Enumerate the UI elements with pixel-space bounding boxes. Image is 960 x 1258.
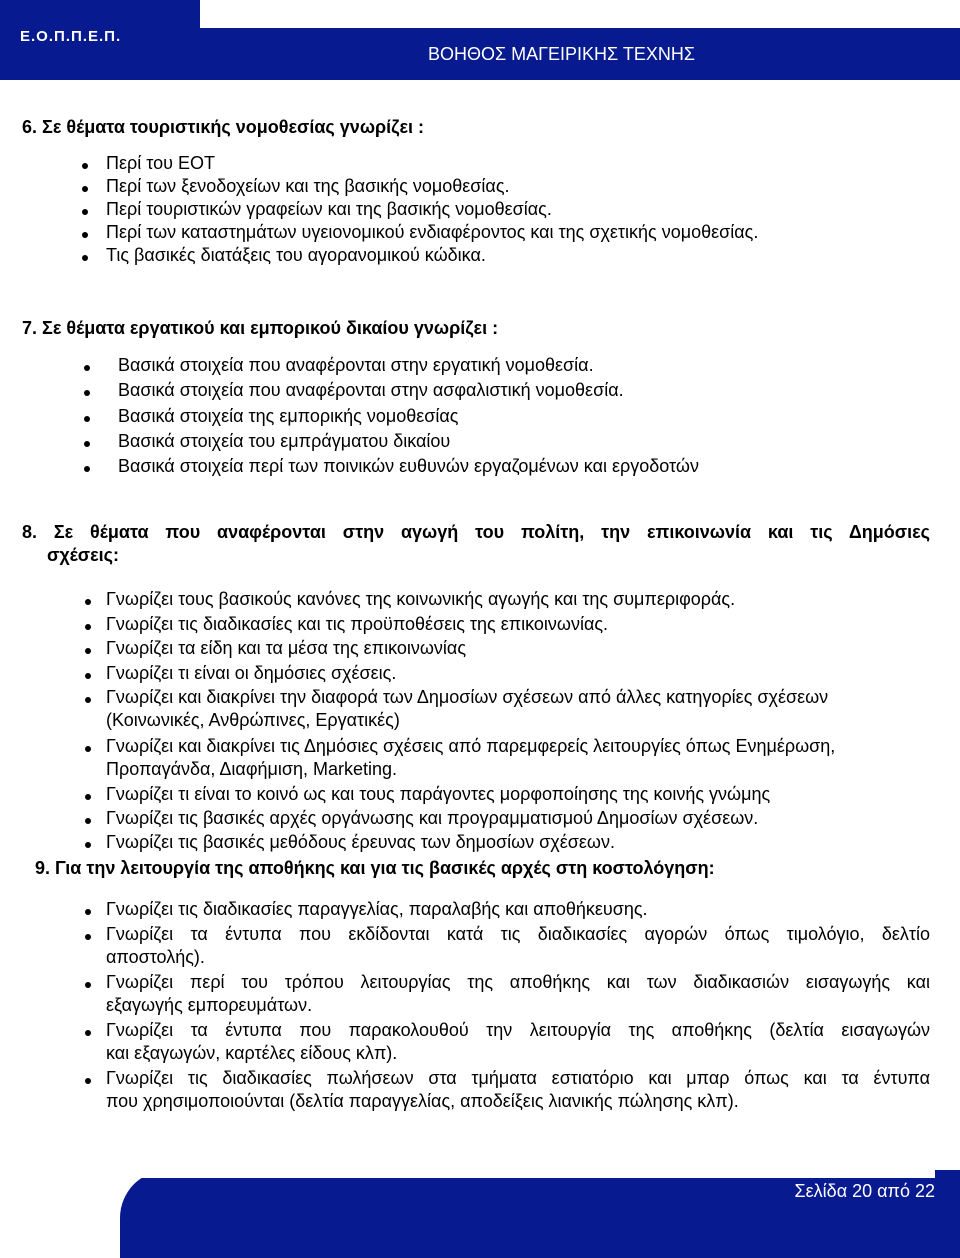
bullet-icon — [82, 255, 88, 261]
page-number: Σελίδα 20 από 22 — [794, 1181, 935, 1201]
list-item-continuation: αποστολής). — [106, 947, 205, 967]
list-item: Περί τουριστικών γραφείων και της βασικής νομοθεσίας. — [106, 199, 552, 219]
bullet-icon — [85, 842, 91, 848]
bullet-icon — [82, 209, 88, 215]
list-item-continuation: και εξαγωγών, καρτέλες είδους κλπ). — [106, 1043, 398, 1063]
bullet-icon — [82, 186, 88, 192]
list-item: Βασικά στοιχεία που αναφέρονται στην ασφαλιστική νομοθεσία. — [118, 380, 624, 400]
list-item: Τις βασικές διατάξεις του αγορανομικού κώδικα. — [106, 245, 486, 265]
header-right-band — [130, 28, 960, 80]
bullet-icon — [85, 648, 91, 654]
bullet-icon — [85, 982, 91, 988]
list-item: Γνωρίζει τις βασικές αρχές οργάνωσης και προγραμματισμού Δημοσίων σχέσεων. — [106, 808, 759, 828]
bullet-icon — [85, 697, 91, 703]
list-item: Γνωρίζει τα είδη και τα μέσα της επικοινωνίας — [106, 638, 467, 658]
list-item: Γνωρίζει τις διαδικασίες πωλήσεων στα τμήματα εστιατόριο και μπαρ όπως και τα έντυπα — [106, 1068, 930, 1088]
list-item-continuation: που χρησιμοποιούνται (δελτία παραγγελίας, αποδείξεις λιανικής πώλησης κλπ). — [106, 1091, 739, 1111]
list-item: Βασικά στοιχεία της εμπορικής νομοθεσίας — [118, 406, 459, 426]
bullet-icon — [85, 1030, 91, 1036]
list-item: Γνωρίζει τις διαδικασίες και τις προϋποθέσεις της επικοινωνίας. — [106, 614, 609, 634]
bullet-icon — [82, 163, 88, 169]
list-item: Βασικά στοιχεία που αναφέρονται στην εργατική νομοθεσία. — [118, 355, 594, 375]
section-7-heading: 7. Σε θέματα εργατικού και εμπορικού δικαίου γνωρίζει : — [22, 318, 499, 338]
list-item-continuation: Προπαγάνδα, Διαφήμιση, Marketing. — [106, 759, 398, 779]
bullet-icon — [85, 818, 91, 824]
list-item-continuation: (Κοινωνικές, Ανθρώπινες, Εργατικές) — [106, 710, 400, 730]
section-9-heading: 9. Για την λειτουργία της αποθήκης και για τις βασικές αρχές στη κοστολόγηση: — [35, 858, 715, 878]
list-item: Βασικά στοιχεία περί των ποινικών ευθυνών εργαζομένων και εργοδοτών — [118, 456, 699, 476]
bullet-icon — [85, 794, 91, 800]
list-item: Γνωρίζει και διακρίνει την διαφορά των Δημοσίων σχέσεων από άλλες κατηγορίες σχέσεων — [106, 687, 829, 707]
list-item-continuation: εξαγωγής εμπορευμάτων. — [106, 995, 313, 1015]
list-item: Γνωρίζει τα έντυπα που εκδίδονται κατά τις διαδικασίες αγορών όπως τιμολόγιο, δελτίο — [106, 924, 930, 944]
bullet-icon — [85, 1078, 91, 1084]
bullet-icon — [84, 365, 90, 371]
bullet-icon — [82, 232, 88, 238]
list-item: Γνωρίζει τι είναι οι δημόσιες σχέσεις. — [106, 663, 397, 683]
section-8-heading: 8. Σε θέματα που αναφέρονται στην αγωγή του πολίτη, την επικοινωνία και τις Δημόσιες — [22, 522, 930, 542]
bullet-icon — [85, 934, 91, 940]
list-item: Γνωρίζει τους βασικούς κανόνες της κοινωνικής αγωγής και της συμπεριφοράς. — [106, 589, 736, 609]
list-item: Γνωρίζει περί του τρόπου λειτουργίας της αποθήκης και των διαδικασιών εισαγωγής και — [106, 972, 930, 992]
section-6-heading: 6. Σε θέματα τουριστικής νομοθεσίας γνωρίζει : — [22, 117, 424, 137]
page-header — [0, 0, 960, 80]
list-item: Περί του ΕΟΤ — [106, 153, 215, 173]
bullet-icon — [85, 599, 91, 605]
bullet-icon — [84, 390, 90, 396]
list-item: Περί των καταστημάτων υγειονομικού ενδιαφέροντος και της σχετικής νομοθεσίας. — [106, 222, 759, 242]
bullet-icon — [84, 441, 90, 447]
bullet-icon — [84, 466, 90, 472]
list-item: Γνωρίζει και διακρίνει τις Δημόσιες σχέσεις από παρεμφερείς λειτουργίες όπως Ενημέρωση, — [106, 736, 836, 756]
section-8-heading-cont: σχέσεις: — [47, 545, 120, 565]
list-item: Γνωρίζει τις διαδικασίες παραγγελίας, παραλαβής και αποθήκευσης. — [106, 899, 648, 919]
bullet-icon — [84, 416, 90, 422]
bullet-icon — [85, 746, 91, 752]
bullet-icon — [85, 909, 91, 915]
header-title: ΒΟΗΘΟΣ ΜΑΓΕΙΡΙΚΗΣ ΤΕΧΝΗΣ — [427, 44, 695, 64]
list-item: Βασικά στοιχεία του εμπράγματου δικαίου — [118, 431, 451, 451]
list-item: Περί των ξενοδοχείων και της βασικής νομοθεσίας. — [106, 176, 510, 196]
list-item: Γνωρίζει τι είναι το κοινό ως και τους παράγοντες μορφοποίησης της κοινής γνώμης — [106, 784, 771, 804]
header-org: Ε.Ο.Π.Π.Ε.Π. — [20, 28, 122, 45]
page-footer — [0, 1170, 960, 1258]
footer-cutout — [0, 1170, 935, 1178]
bullet-icon — [85, 624, 91, 630]
list-item: Γνωρίζει τα έντυπα που παρακολουθού την λειτουργία της αποθήκης (δελτία εισαγωγών — [106, 1020, 930, 1040]
list-item: Γνωρίζει τις βασικές μεθόδους έρευνας των δημοσίων σχέσεων. — [106, 832, 615, 852]
bullet-icon — [85, 673, 91, 679]
